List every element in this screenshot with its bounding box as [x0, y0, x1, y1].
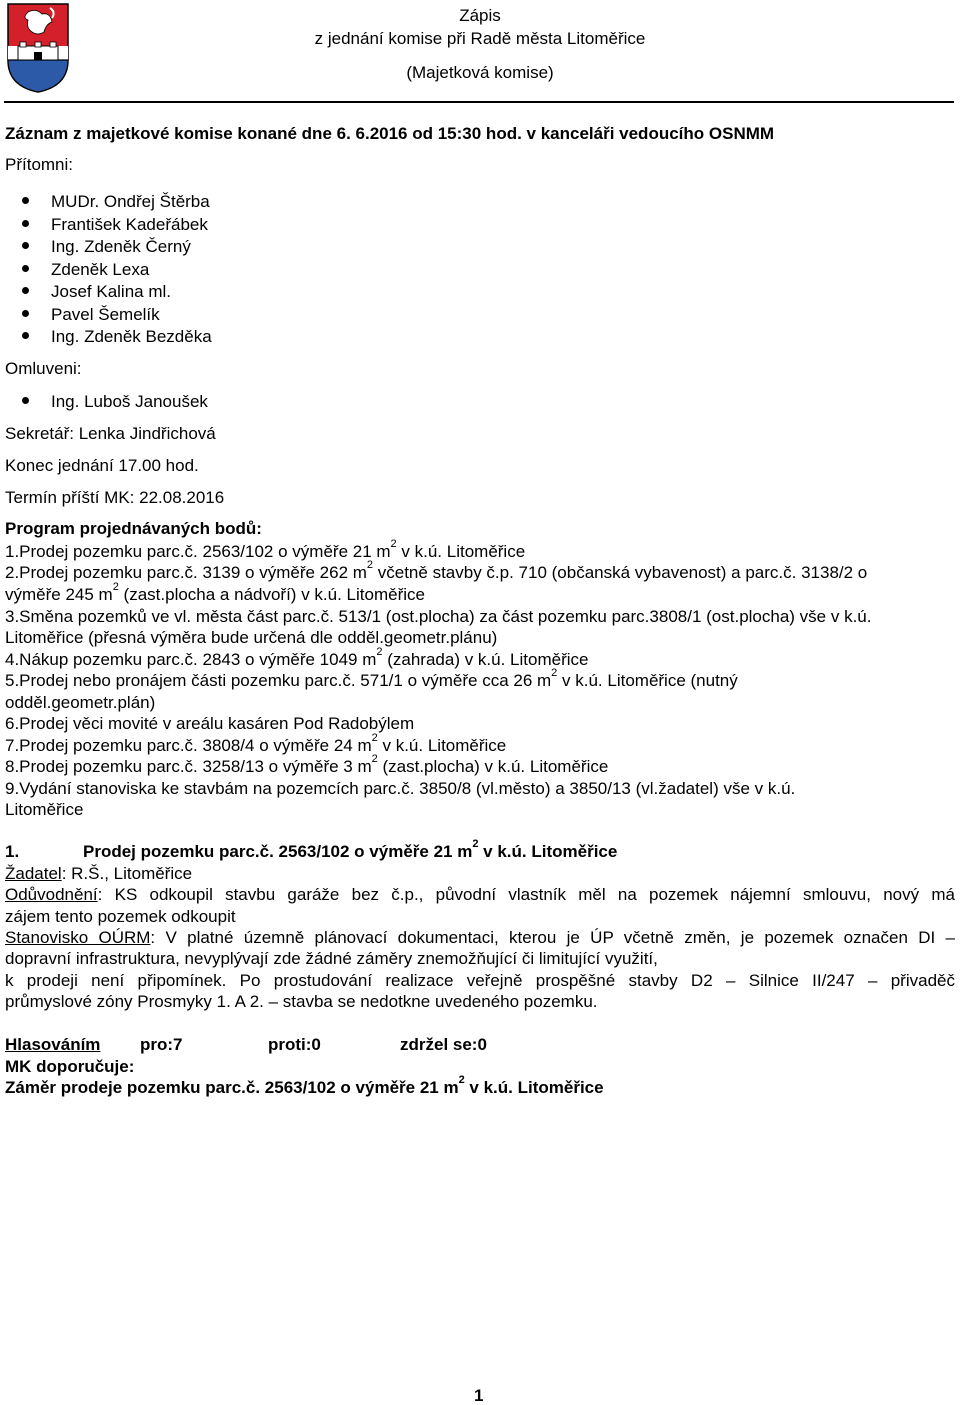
program-item: 8.Prodej pozemku parc.č. 3258/13 o výměře 3 $m^2$ (zast.plocha) v k.ú. Litoměřice — [5, 753, 609, 776]
recommendation: Záměr prodeje pozemku parc.č. 2563/102 o výměře 21 $m^2$ v k.ú. Litoměřice — [5, 1074, 604, 1097]
bullet-icon — [22, 397, 29, 404]
header-divider — [4, 101, 954, 103]
recommendation-label: MK doporučuje: — [5, 1057, 135, 1076]
program-item: 5.Prodej nebo pronájem části pozemku parc.č. 571/1 o výměře cca 26 $m^2$ v k.ú. Litoměřice (nutný — [5, 667, 738, 690]
bullet-icon — [22, 265, 29, 272]
bullet-icon — [22, 242, 29, 249]
present-member: Pavel Šemelík — [51, 305, 160, 324]
program-item-continuation: Litoměřice (přesná výměra bude určená dle odděl.geometr.plánu) — [5, 628, 498, 647]
planning-opinion-line: k prodeji není připomínek. Po prostudování realizace veřejně prospěšné stavby D2 – Silnice II/247 – přivaděč — [5, 971, 955, 990]
item-number: 1. — [5, 842, 20, 861]
program-item: 7.Prodej pozemku parc.č. 3808/4 o výměře 24 $m^2$ v k.ú. Litoměřice — [5, 732, 507, 755]
vote-abstain: zdržel se:0 — [400, 1035, 487, 1054]
planning-opinion: Stanovisko OÚRM: V platné územně plánovací dokumentaci, kterou je ÚP včetně změn, je pozemek označen DI – — [5, 928, 955, 947]
vote-label: Hlasováním — [5, 1035, 101, 1054]
reason-continuation: zájem tento pozemek odkoupit — [5, 907, 236, 926]
applicant: Žadatel: R.Š., Litoměřice — [5, 864, 193, 883]
excused-member: Ing. Luboš Janoušek — [51, 392, 208, 411]
reason: Odůvodnění: KS odkoupil stavbu garáže bez č.p., původní vlastník měl na pozemek nájemní smlouvu, nový má — [5, 885, 955, 904]
present-member: Ing. Zdeněk Černý — [51, 237, 191, 256]
planning-opinion-line: dopravní infrastruktura, nevyplývají zde žádné záměry znemožňující či limitující využití, — [5, 949, 658, 968]
document-title: Zápis — [459, 6, 501, 25]
meeting-record-line: Záznam z majetkové komise konané dne 6. 6.2016 od 15:30 hod. v kanceláři vedoucího OSNMM — [5, 124, 775, 143]
program-item: 2.Prodej pozemku parc.č. 3139 o výměře 262 $m^2$ včetně stavby č.p. 710 (občanská vybavenost) a parc.č. 3138/2 o — [5, 559, 868, 582]
program-item: 3.Směna pozemků ve vl. města část parc.č. 513/1 (ost.plocha) za část pozemku parc.3808/1 (ost.plocha) vše v k.ú. — [5, 607, 872, 626]
present-member: Ing. Zdeněk Bezděka — [51, 327, 212, 346]
bullet-icon — [22, 332, 29, 339]
bullet-icon — [22, 287, 29, 294]
program-item-continuation: odděl.geometr.plán) — [5, 693, 156, 712]
bullet-icon — [22, 197, 29, 204]
program-item: 1.Prodej pozemku parc.č. 2563/102 o výměře 21 $m^2$ v k.ú. Litoměřice — [5, 538, 526, 561]
planning-opinion-line: průmyslové zóny Prosmyky 1. A 2. – stavba se nedotkne uvedeného pozemku. — [5, 992, 598, 1011]
bullet-icon — [22, 220, 29, 227]
next-meeting: Termín příští MK: 22.08.2016 — [5, 488, 225, 507]
present-label: Přítomni: — [5, 155, 74, 174]
program-item: 6.Prodej věci movité v areálu kasáren Pod Radobýlem — [5, 714, 415, 733]
excused-label: Omluveni: — [5, 359, 82, 378]
program-item-continuation: Litoměřice — [5, 800, 84, 819]
page-number: 1 — [474, 1386, 484, 1405]
commission-name: (Majetková komise) — [406, 63, 554, 82]
secretary: Sekretář: Lenka Jindřichová — [5, 424, 216, 443]
vote-for: pro:7 — [140, 1035, 183, 1054]
item-heading: Prodej pozemku parc.č. 2563/102 o výměře 21 $m^2$ v k.ú. Litoměřice — [83, 838, 618, 861]
bullet-icon — [22, 310, 29, 317]
present-member: Josef Kalina ml. — [51, 282, 171, 301]
present-member: MUDr. Ondřej Štěrba — [51, 192, 210, 211]
program-item: 4.Nákup pozemku parc.č. 2843 o výměře 1049 $m^2$ (zahrada) v k.ú. Litoměřice — [5, 646, 589, 669]
present-member: Zdeněk Lexa — [51, 260, 150, 279]
document-subtitle: z jednání komise při Radě města Litoměřice — [314, 29, 646, 48]
program-title: Program projednávaných bodů: — [5, 519, 262, 538]
vote-against: proti:0 — [268, 1035, 321, 1054]
meeting-end: Konec jednání 17.00 hod. — [5, 456, 199, 475]
program-item: 9.Vydání stanoviska ke stavbám na pozemcích parc.č. 3850/8 (vl.město) a 3850/13 (vl.žadatel) vše v k.ú. — [5, 779, 796, 798]
present-member: František Kadeřábek — [51, 215, 208, 234]
program-item-continuation: výměře 245 $m^2$ (zast.plocha a nádvoří) v k.ú. Litoměřice — [5, 581, 425, 604]
